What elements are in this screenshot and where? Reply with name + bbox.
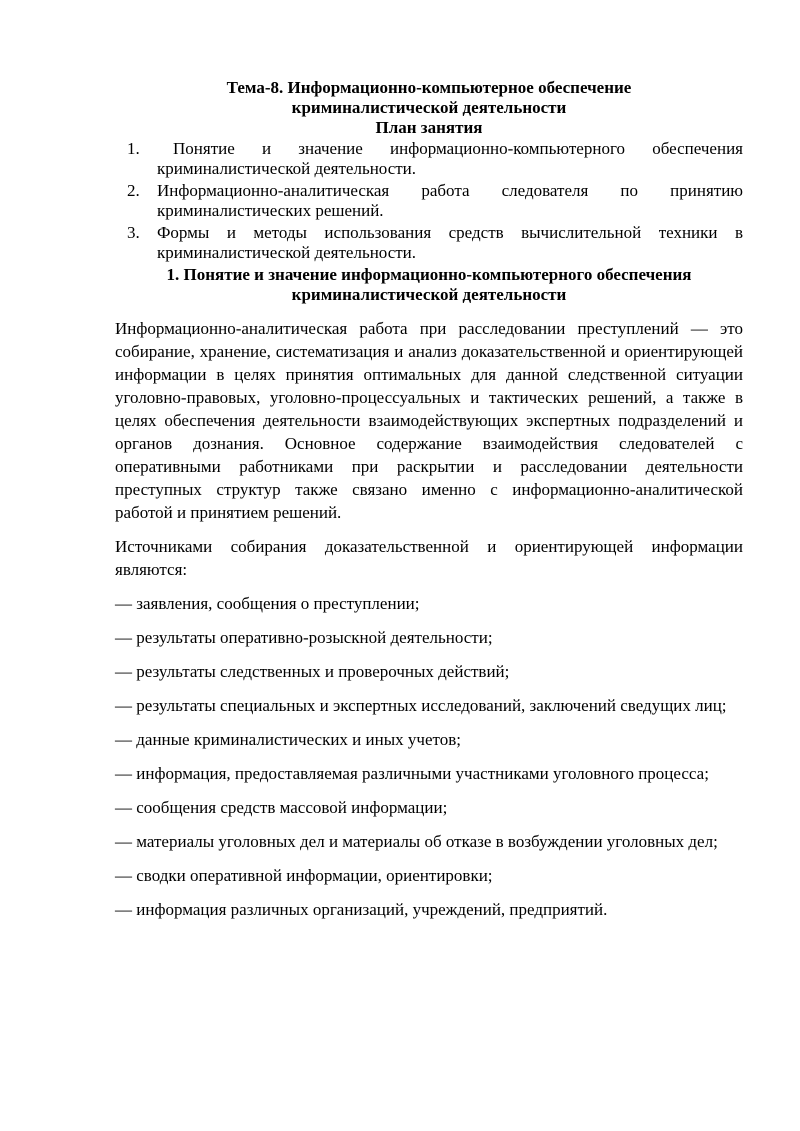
plan-item-number: 2.	[127, 181, 140, 200]
document-page	[115, 78, 743, 932]
section-heading	[115, 265, 743, 305]
source-item: — результаты специальных и экспертных исследований, заключений сведущих лиц;	[115, 696, 727, 715]
source-item: — данные криминалистических и иных учетов;	[115, 730, 461, 749]
title-line-1: Тема-8. Информационно-компьютерное обеспечение	[226, 78, 632, 97]
plan-item-text: Информационно-аналитическая работа следователя по принятию криминалистических решений.	[157, 181, 743, 220]
source-item: — результаты оперативно-розыскной деятельности;	[115, 628, 493, 647]
plan-item-text: Понятие и значение информационно-компьютерного обеспечения криминалистической деятельности.	[157, 139, 743, 178]
section-heading-line-1: 1. Понятие и значение информационно-компьютерного обеспечения	[166, 265, 692, 284]
plan-item-text: Формы и методы использования средств вычислительной техники в криминалистической деятельности.	[157, 223, 743, 262]
plan-item	[115, 139, 743, 179]
paragraph-sources-intro: Источниками собирания доказательственной и ориентирующей информации являются:	[115, 537, 743, 579]
source-item: — заявления, сообщения о преступлении;	[115, 594, 420, 613]
title-line-2: криминалистической деятельности	[291, 98, 567, 117]
source-item: — материалы уголовных дел и материалы об отказе в возбуждении уголовных дел;	[115, 832, 718, 851]
source-item: — сводки оперативной информации, ориентировки;	[115, 866, 493, 885]
section-heading-line-2: криминалистической деятельности	[291, 285, 567, 304]
plan-item-number: 1.	[127, 139, 140, 158]
plan-item-number: 3.	[127, 223, 140, 242]
source-item: — сообщения средств массовой информации;	[115, 798, 448, 817]
source-item: — информация различных организаций, учреждений, предприятий.	[115, 900, 608, 919]
document-title	[115, 78, 743, 138]
plan-item	[115, 223, 743, 263]
source-item: — информация, предоставляемая различными участниками уголовного процесса;	[115, 764, 709, 783]
paragraph-definition: Информационно-аналитическая работа при расследовании преступлений — это собирание, хранение, систематизация и анализ доказательственной и ориентирующей информации в целях принятия оптимальных для данной следственной ситуации уголовно-правовых, уголовно-процессуальных и тактических решений, а также в целях обеспечения деятельности взаимодействующих экспертных подразделений и органов дознания. Основное содержание взаимодействия следователей с оперативными работниками при раскрытии и расследовании деятельности преступных структур также связано именно с информационно-аналитической работой и принятием решений.	[115, 319, 743, 522]
plan-heading: План занятия	[375, 118, 483, 137]
plan-list	[115, 139, 743, 263]
plan-item	[115, 181, 743, 221]
source-item: — результаты следственных и проверочных действий;	[115, 662, 510, 681]
